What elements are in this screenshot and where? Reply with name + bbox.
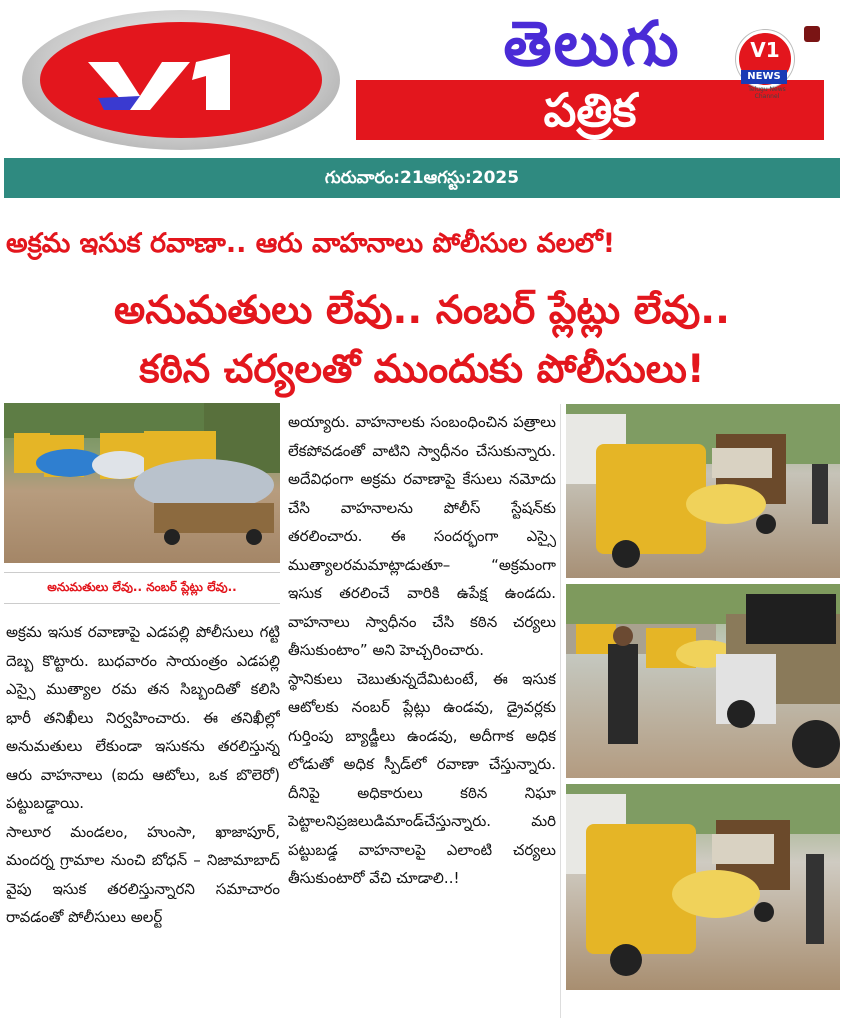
masthead-title: తెలుగు — [503, 7, 681, 80]
masthead-subtitle: పత్రిక — [543, 83, 637, 137]
channel-icon — [804, 26, 820, 42]
column-divider — [560, 404, 561, 1018]
seized-vehicles-photo — [4, 403, 280, 563]
kicker-headline: అక్రమ ఇసుక రవాణా.. ఆరు వాహనాలు పోలీసుల వలలో! — [6, 228, 616, 259]
main-headline-line2: కఠిన చర్యలతో ముందుకు పోలీసులు! — [139, 347, 705, 392]
article-paragraph: స్థానికులు చెబుతున్నదేమిటంటే, ఈ ఇసుక ఆటోలకు నంబర్ ప్లేట్లు ఉండవు, డ్రైవర్లకు గుర్తింపు బ్యాడ్జీలు ఉండవు, అదీగాక అధిక లోడుతో అధిక స్పీడ్‌లో రవాణా చేస్తున్నారు. దీనిపై అధికారులు కఠిన నిఘా పెట్టాలనిప్రజలుడిమాండ్‌చేస్తున్నారు. మరి పట్టుబడ్డ వాహనాలపై ఎలాంటి చర్యలు తీసుకుంటారో వేచి చూడాలి..! — [288, 669, 556, 887]
side-photo-policeman — [566, 584, 840, 778]
side-photo-auto-row — [566, 784, 840, 990]
article-paragraph: అక్రమ ఇసుక రవాణాపై ఎడపల్లి పోలీసులు గట్టి దెబ్బ కొట్టారు. బుధవారం సాయంత్రం ఎడపల్లి ఎస్సై ముత్యాల రమ తన సిబ్బందితో కలిసి భారీ తనిఖీలు నిర్వహించారు. ఈ తనిఖీల్లో అనుమతులు లేకుండా ఇసుకను తరలిస్తున్న ఆరు వాహనాలు (ఐదు ఆటోలు, ఒక బొలెరో) పట్టుబడ్డాయి. — [6, 623, 280, 812]
article-column-1 — [6, 618, 280, 1018]
article-column-2 — [288, 408, 556, 1020]
v1-logo-mark — [78, 52, 248, 112]
photo-caption: అనుమతులు లేవు.. నంబర్ ప్లేట్లు లేవు.. — [47, 580, 237, 594]
side-photo-auto-truck — [566, 404, 840, 578]
badge-tagline: Telugu News Channel — [748, 86, 786, 100]
issue-date: గురువారం:21ఆగస్టు:2025 — [324, 168, 520, 188]
article-paragraph: సాలూర మండలం, హుంసా, ఖాజాపూర్, మందర్న గ్రామాల నుంచి బోధన్ – నిజామాబాద్ వైపు ఇసుక తరలిస్తున్నారని సమాచారం రావడంతో పోలీసులు అలర్ట్ — [6, 822, 280, 926]
article-paragraph: అయ్యారు. వాహనాలకు సంబంధించిన పత్రాలు లేకపోవడంతో వాటిని స్వాధీనం చేసుకున్నారు. అదేవిధంగా అక్రమ రవాణాపై కేసులు నమోదు చేసి వాహనాలను పోలీస్ స్టేషన్‌కు తరలించారు. ఈ సందర్భంగా ఎస్సై ముత్యాలరమమాట్లాడుతూ– “అక్రమంగా ఇసుక తరలించే వారికి ఉపేక్ష ఉండదు. వాహనాలు స్వాధీనం చేసి కఠిన చర్యలు తీసుకుంటాం” అని హెచ్చరించారు. — [288, 413, 556, 659]
badge-news-label: NEWS — [741, 70, 787, 84]
badge-text: V1 — [750, 38, 780, 62]
main-headline-line1: అనుమతులు లేవు.. నంబర్ ప్లేట్లు లేవు.. — [114, 288, 730, 333]
